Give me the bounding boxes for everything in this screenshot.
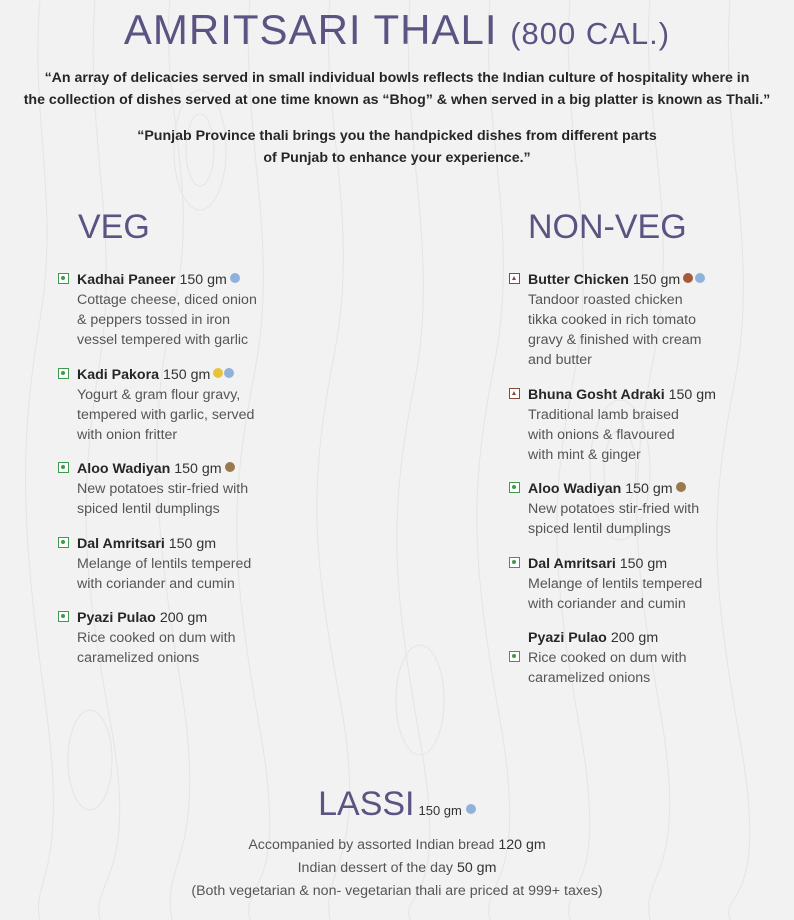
intro-paragraph-1 <box>0 67 794 111</box>
dish-description: vessel tempered with garlic <box>77 332 249 348</box>
non-veg-symbol-icon <box>509 273 520 284</box>
title-calories: (800 CAL.) <box>510 16 671 51</box>
lassi-section <box>0 785 794 824</box>
dish-description: caramelized onions <box>77 650 200 666</box>
dish-description: Rice cooked on dum with <box>77 630 236 646</box>
dish-name: Pyazi Pulao <box>528 630 607 646</box>
dish-quantity: 200 gm <box>610 630 659 646</box>
dish-name: Butter Chicken <box>528 272 629 288</box>
nonveg-dish-aloo-wadiyan <box>528 479 788 539</box>
dish-description: Tandoor roasted chicken <box>528 292 683 308</box>
lassi-title: LASSI <box>318 785 415 823</box>
dish-description: with mint & ginger <box>528 447 641 463</box>
dish-quantity: 150 gm <box>168 536 217 552</box>
intro-line: “An array of delicacies served in small individual bowls reflects the Indian culture of hospitality where in <box>44 70 750 86</box>
dish-description: spiced lentil dumplings <box>528 521 671 537</box>
dietary-info-icon <box>683 273 693 283</box>
non-veg-symbol-icon <box>509 388 520 399</box>
dish-name: Aloo Wadiyan <box>528 481 622 497</box>
dish-description: Rice cooked on dum with <box>528 650 687 666</box>
dish-description: Yogurt & gram flour gravy, <box>77 387 241 403</box>
dish-description: with coriander and cumin <box>528 596 686 612</box>
dish-description: with onion fritter <box>77 427 178 443</box>
dish-description: with coriander and cumin <box>77 576 235 592</box>
intro-paragraph-2 <box>0 125 794 169</box>
veg-dish-dal-amritsari <box>77 534 337 594</box>
dish-description: New potatoes stir-fried with <box>77 481 249 497</box>
intro-line: of Punjab to enhance your experience.” <box>263 150 531 166</box>
dish-quantity: 150 gm <box>174 461 222 477</box>
dish-description: with onions & flavoured <box>528 427 675 443</box>
dietary-info-icon <box>213 368 223 378</box>
dish-description: Melange of lentils tempered <box>77 556 252 572</box>
lassi-quantity: 150 gm <box>418 803 462 818</box>
dish-description: Melange of lentils tempered <box>528 576 703 592</box>
dietary-info-icon <box>676 482 686 492</box>
footer-text: Accompanied by assorted Indian bread <box>248 837 495 853</box>
intro-line: “Punjab Province thali brings you the handpicked dishes from different parts <box>137 128 657 144</box>
veg-dish-kadhai-paneer <box>77 270 337 350</box>
footer-quantity: 120 gm <box>498 837 546 853</box>
veg-dish-aloo-wadiyan <box>77 459 337 519</box>
footer-dessert-line <box>0 858 794 878</box>
dish-quantity: 150 gm <box>179 272 227 288</box>
dish-name: Kadi Pakora <box>77 367 160 383</box>
non-veg-heading: NON-VEG <box>528 208 687 246</box>
veg-symbol-icon <box>509 557 520 568</box>
dietary-info-icon <box>224 368 234 378</box>
dish-quantity: 200 gm <box>159 610 208 626</box>
veg-symbol-icon <box>58 611 69 622</box>
dish-quantity: 150 gm <box>632 272 681 288</box>
dietary-info-icon <box>466 804 476 814</box>
veg-dish-kadi-pakora <box>77 365 337 445</box>
dietary-info-icon <box>225 462 235 472</box>
veg-symbol-icon <box>58 462 69 473</box>
nonveg-dish-pyazi-pulao <box>528 628 788 688</box>
nonveg-dish-dal-amritsari <box>528 554 788 614</box>
title-main: AMRITSARI THALI <box>123 6 498 53</box>
dietary-info-icon <box>230 273 240 283</box>
dish-description: Cottage cheese, diced onion <box>77 292 257 308</box>
dish-description: Traditional lamb braised <box>528 407 679 423</box>
dietary-info-icon <box>695 273 705 283</box>
dish-name: Kadhai Paneer <box>77 272 176 288</box>
dish-quantity: 150 gm <box>162 367 211 383</box>
dish-description: tikka cooked in rich tomato <box>528 312 696 328</box>
dish-quantity: 150 gm <box>668 387 716 403</box>
dish-description: spiced lentil dumplings <box>77 501 220 517</box>
dish-name: Aloo Wadiyan <box>77 461 171 477</box>
footer-quantity: 50 gm <box>456 860 497 876</box>
dish-description: gravy & finished with cream <box>528 332 702 348</box>
veg-heading: VEG <box>78 208 150 246</box>
intro-line: the collection of dishes served at one time known as “Bhog” & when served in a big platter is known as Thali.” <box>23 92 771 108</box>
dish-name: Dal Amritsari <box>77 536 165 552</box>
veg-symbol-icon <box>509 482 520 493</box>
dish-name: Pyazi Pulao <box>77 610 156 626</box>
veg-symbol-icon <box>58 273 69 284</box>
footer-bread-line <box>0 835 794 855</box>
dish-description: tempered with garlic, served <box>77 407 255 423</box>
dish-description: caramelized onions <box>528 670 651 686</box>
footer-price-note: (Both vegetarian & non- vegetarian thali are priced at 999+ taxes) <box>191 883 603 899</box>
veg-symbol-icon <box>58 537 69 548</box>
page-title <box>0 6 794 54</box>
dish-description: and butter <box>528 352 592 368</box>
veg-dish-pyazi-pulao <box>77 608 337 668</box>
dish-description: & peppers tossed in iron <box>77 312 231 328</box>
dish-name: Dal Amritsari <box>528 556 616 572</box>
veg-symbol-icon <box>509 651 520 662</box>
dish-name: Bhuna Gosht Adraki <box>528 387 665 403</box>
footer-text: Indian dessert of the day <box>297 860 453 876</box>
veg-symbol-icon <box>58 368 69 379</box>
nonveg-dish-bhuna-gosht-adraki <box>528 385 788 465</box>
dish-quantity: 150 gm <box>619 556 668 572</box>
dish-quantity: 150 gm <box>625 481 673 497</box>
dish-description: New potatoes stir-fried with <box>528 501 700 517</box>
nonveg-dish-butter-chicken <box>528 270 788 370</box>
